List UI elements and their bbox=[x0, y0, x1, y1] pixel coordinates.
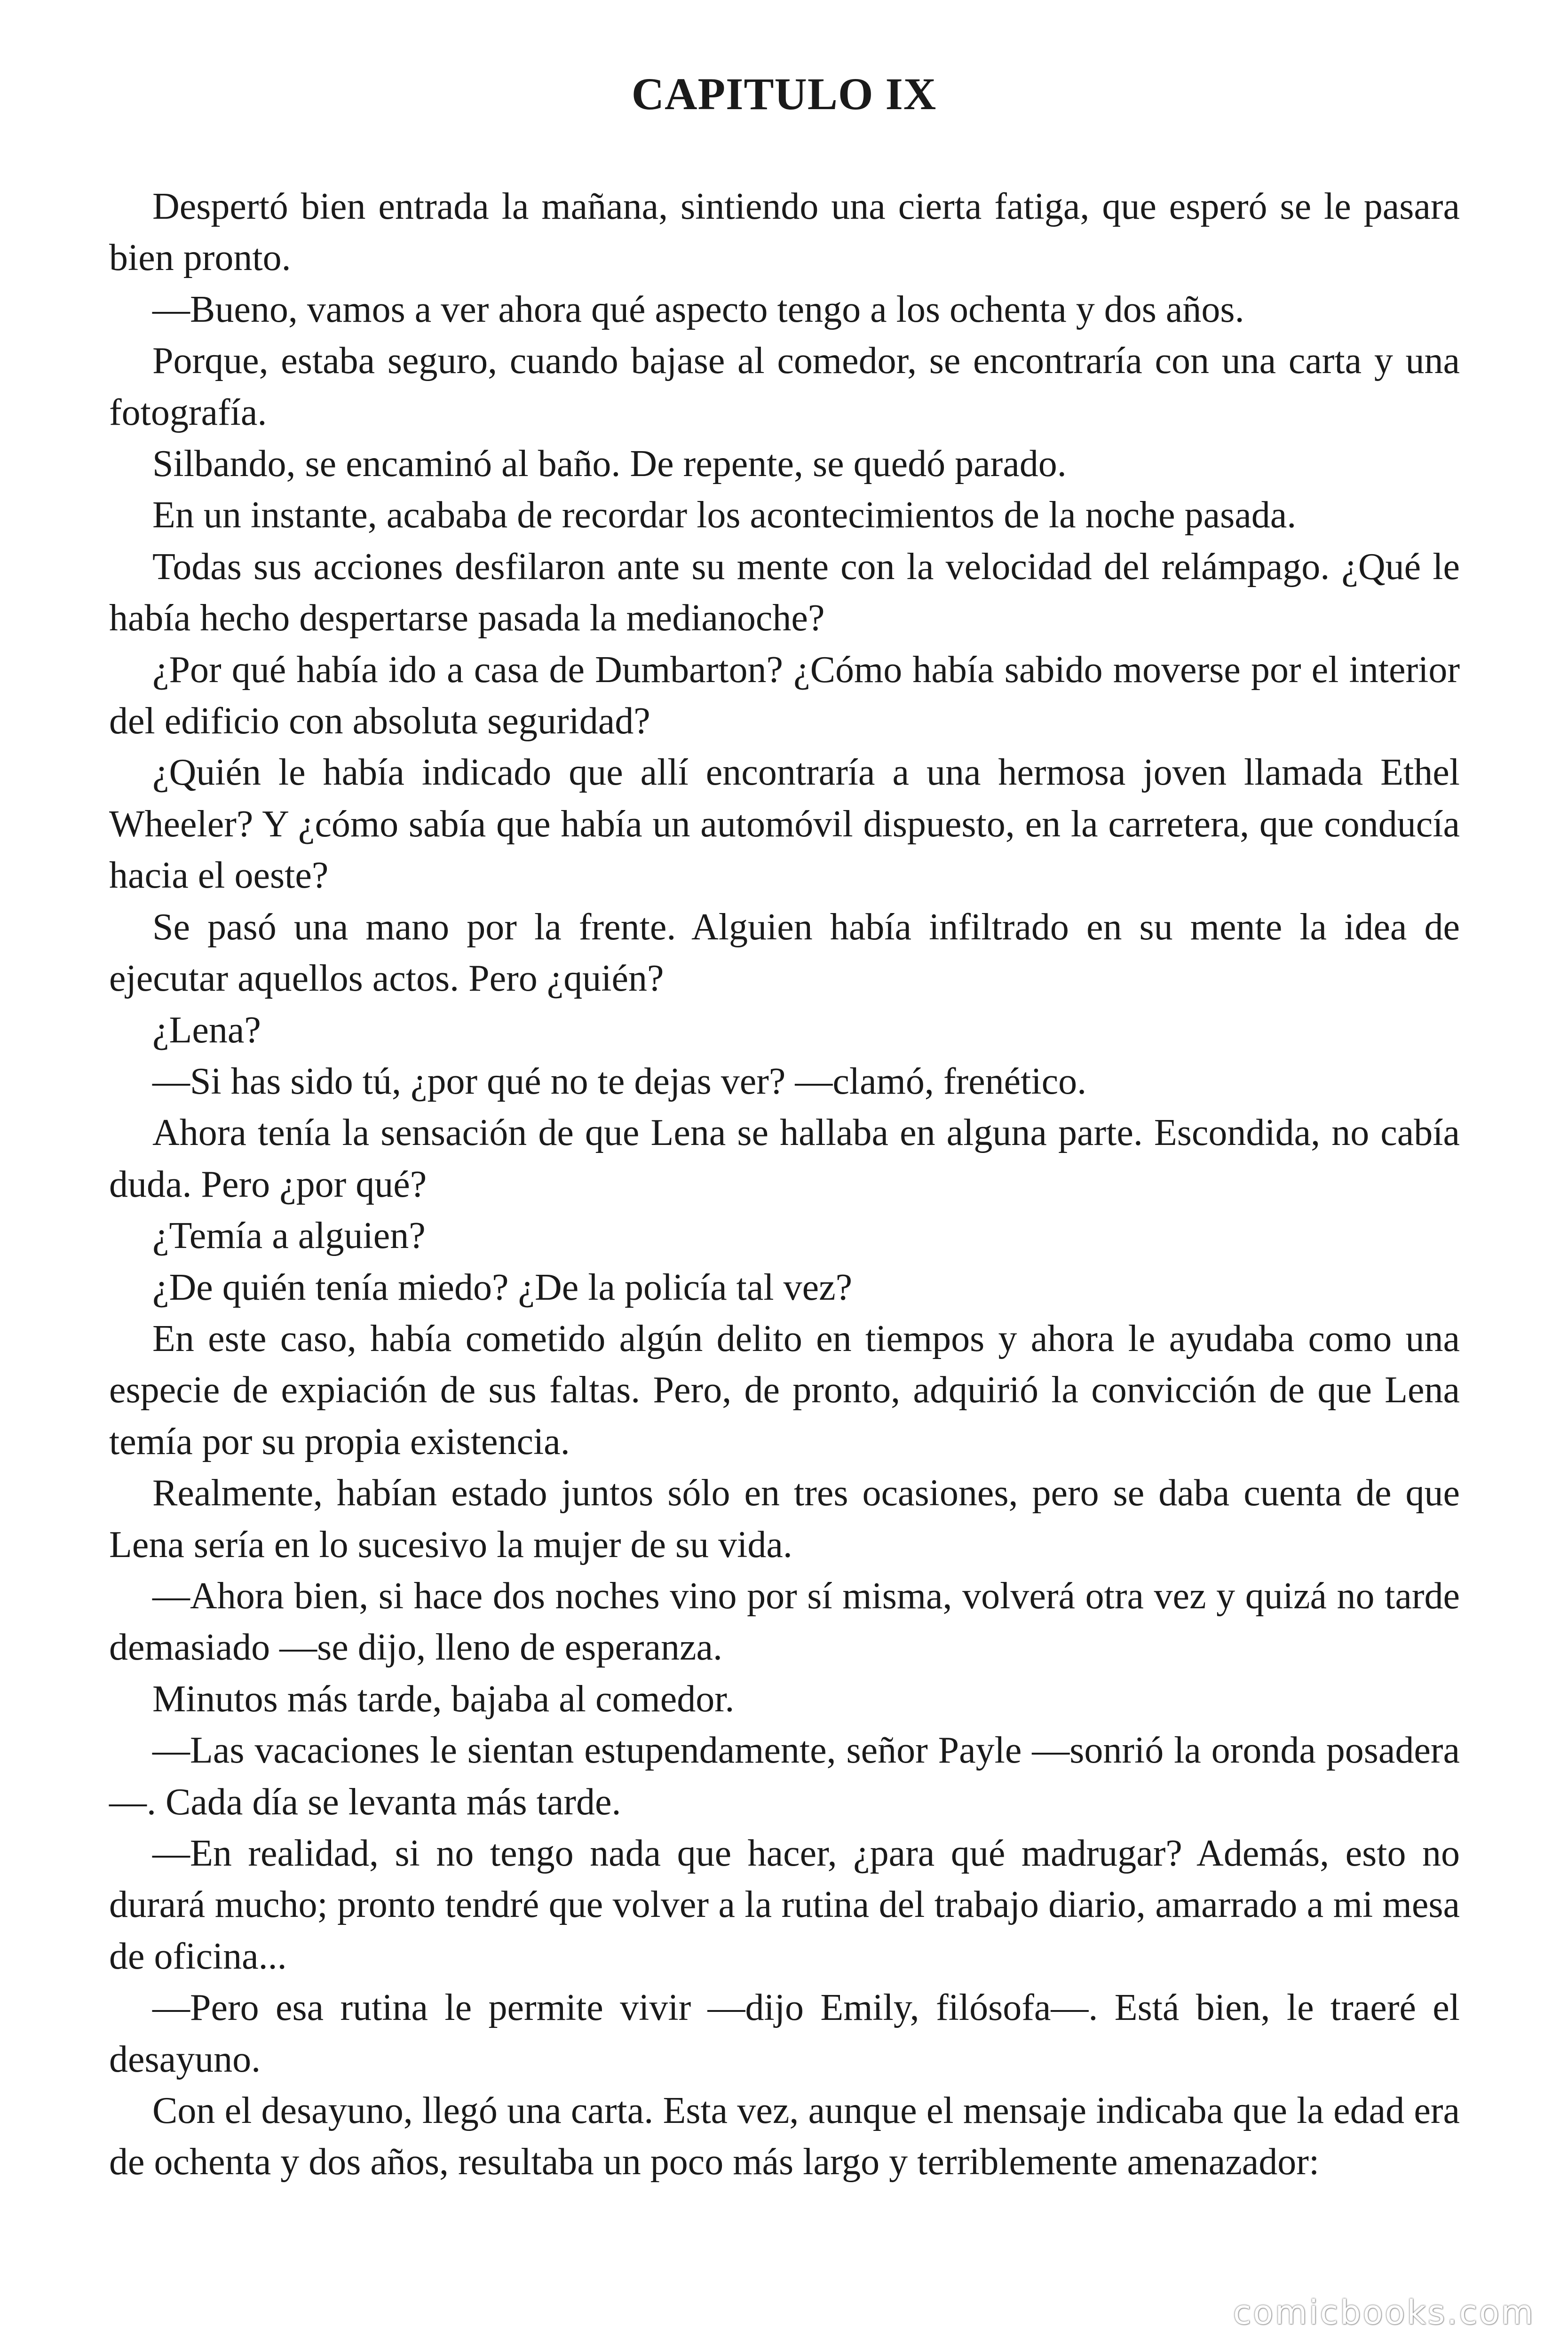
paragraph: Con el desayuno, llegó una carta. Esta vez, aunque el mensaje indicaba que la edad era de ochenta y dos años, resultaba un poco más largo y terriblemente amenazador: bbox=[109, 2090, 1460, 2183]
paragraph: —En realidad, si no tengo nada que hacer, ¿para qué madrugar? Además, esto no durará mucho; pronto tendré que volver a la rutina del trabajo diario, amarrado a mi mesa de oficina... bbox=[109, 1833, 1460, 1977]
paragraph: En este caso, había cometido algún delito en tiempos y ahora le ayudaba como una especie de expiación de sus faltas. Pero, de pronto, adquirió la convicción de que Lena temía por su propia existencia. bbox=[109, 1318, 1460, 1462]
paragraph: Todas sus acciones desfilaron ante su mente con la velocidad del relámpago. ¿Qué le había hecho despertarse pasada la medianoche? bbox=[109, 546, 1460, 639]
paragraph: ¿Temía a alguien? bbox=[152, 1215, 426, 1257]
paragraph: —Ahora bien, si hace dos noches vino por sí misma, volverá otra vez y quizá no tarde demasiado —se dijo, lleno de esperanza. bbox=[109, 1575, 1460, 1669]
paragraph: Silbando, se encaminó al baño. De repente, se quedó parado. bbox=[152, 443, 1067, 485]
paragraph: En un instante, acababa de recordar los acontecimientos de la noche pasada. bbox=[152, 494, 1297, 536]
paragraph: Porque, estaba seguro, cuando bajase al comedor, se encontraría con una carta y una fotografía. bbox=[109, 340, 1460, 433]
paragraph: ¿Quién le había indicado que allí encontraría a una hermosa joven llamada Ethel Wheeler? Y ¿cómo sabía que había un automóvil dispuesto, en la carretera, que conducía hacia el oeste? bbox=[109, 752, 1460, 897]
paragraph: —Bueno, vamos a ver ahora qué aspecto tengo a los ochenta y dos años. bbox=[152, 288, 1244, 330]
paragraph: —Pero esa rutina le permite vivir —dijo Emily, filósofa—. Está bien, le traeré el desayuno. bbox=[109, 1987, 1460, 2080]
watermark: comicbooks.com bbox=[1233, 2293, 1535, 2332]
paragraph: Se pasó una mano por la frente. Alguien había infiltrado en su mente la idea de ejecutar aquellos actos. Pero ¿quién? bbox=[109, 906, 1460, 1000]
chapter-body bbox=[109, 181, 1460, 2188]
paragraph: Realmente, habían estado juntos sólo en tres ocasiones, pero se daba cuenta de que Lena sería en lo sucesivo la mujer de su vida. bbox=[109, 1472, 1460, 1565]
paragraph: —Las vacaciones le sientan estupendamente, señor Payle —sonrió la oronda posadera—. Cada día se levanta más tarde. bbox=[109, 1730, 1460, 1823]
paragraph: Despertó bien entrada la mañana, sintiendo una cierta fatiga, que esperó se le pasara bien pronto. bbox=[109, 186, 1460, 279]
paragraph: ¿De quién tenía miedo? ¿De la policía tal vez? bbox=[152, 1266, 853, 1308]
paragraph: ¿Por qué había ido a casa de Dumbarton? ¿Cómo había sabido moverse por el interior del edificio con absoluta seguridad? bbox=[109, 649, 1460, 742]
paragraph: ¿Lena? bbox=[152, 1009, 261, 1051]
paragraph: Ahora tenía la sensación de que Lena se hallaba en alguna parte. Escondida, no cabía duda. Pero ¿por qué? bbox=[109, 1112, 1460, 1205]
chapter-title: CAPITULO IX bbox=[631, 69, 937, 119]
paragraph: —Si has sido tú, ¿por qué no te dejas ver? —clamó, frenético. bbox=[152, 1060, 1087, 1102]
paragraph: Minutos más tarde, bajaba al comedor. bbox=[152, 1678, 735, 1720]
